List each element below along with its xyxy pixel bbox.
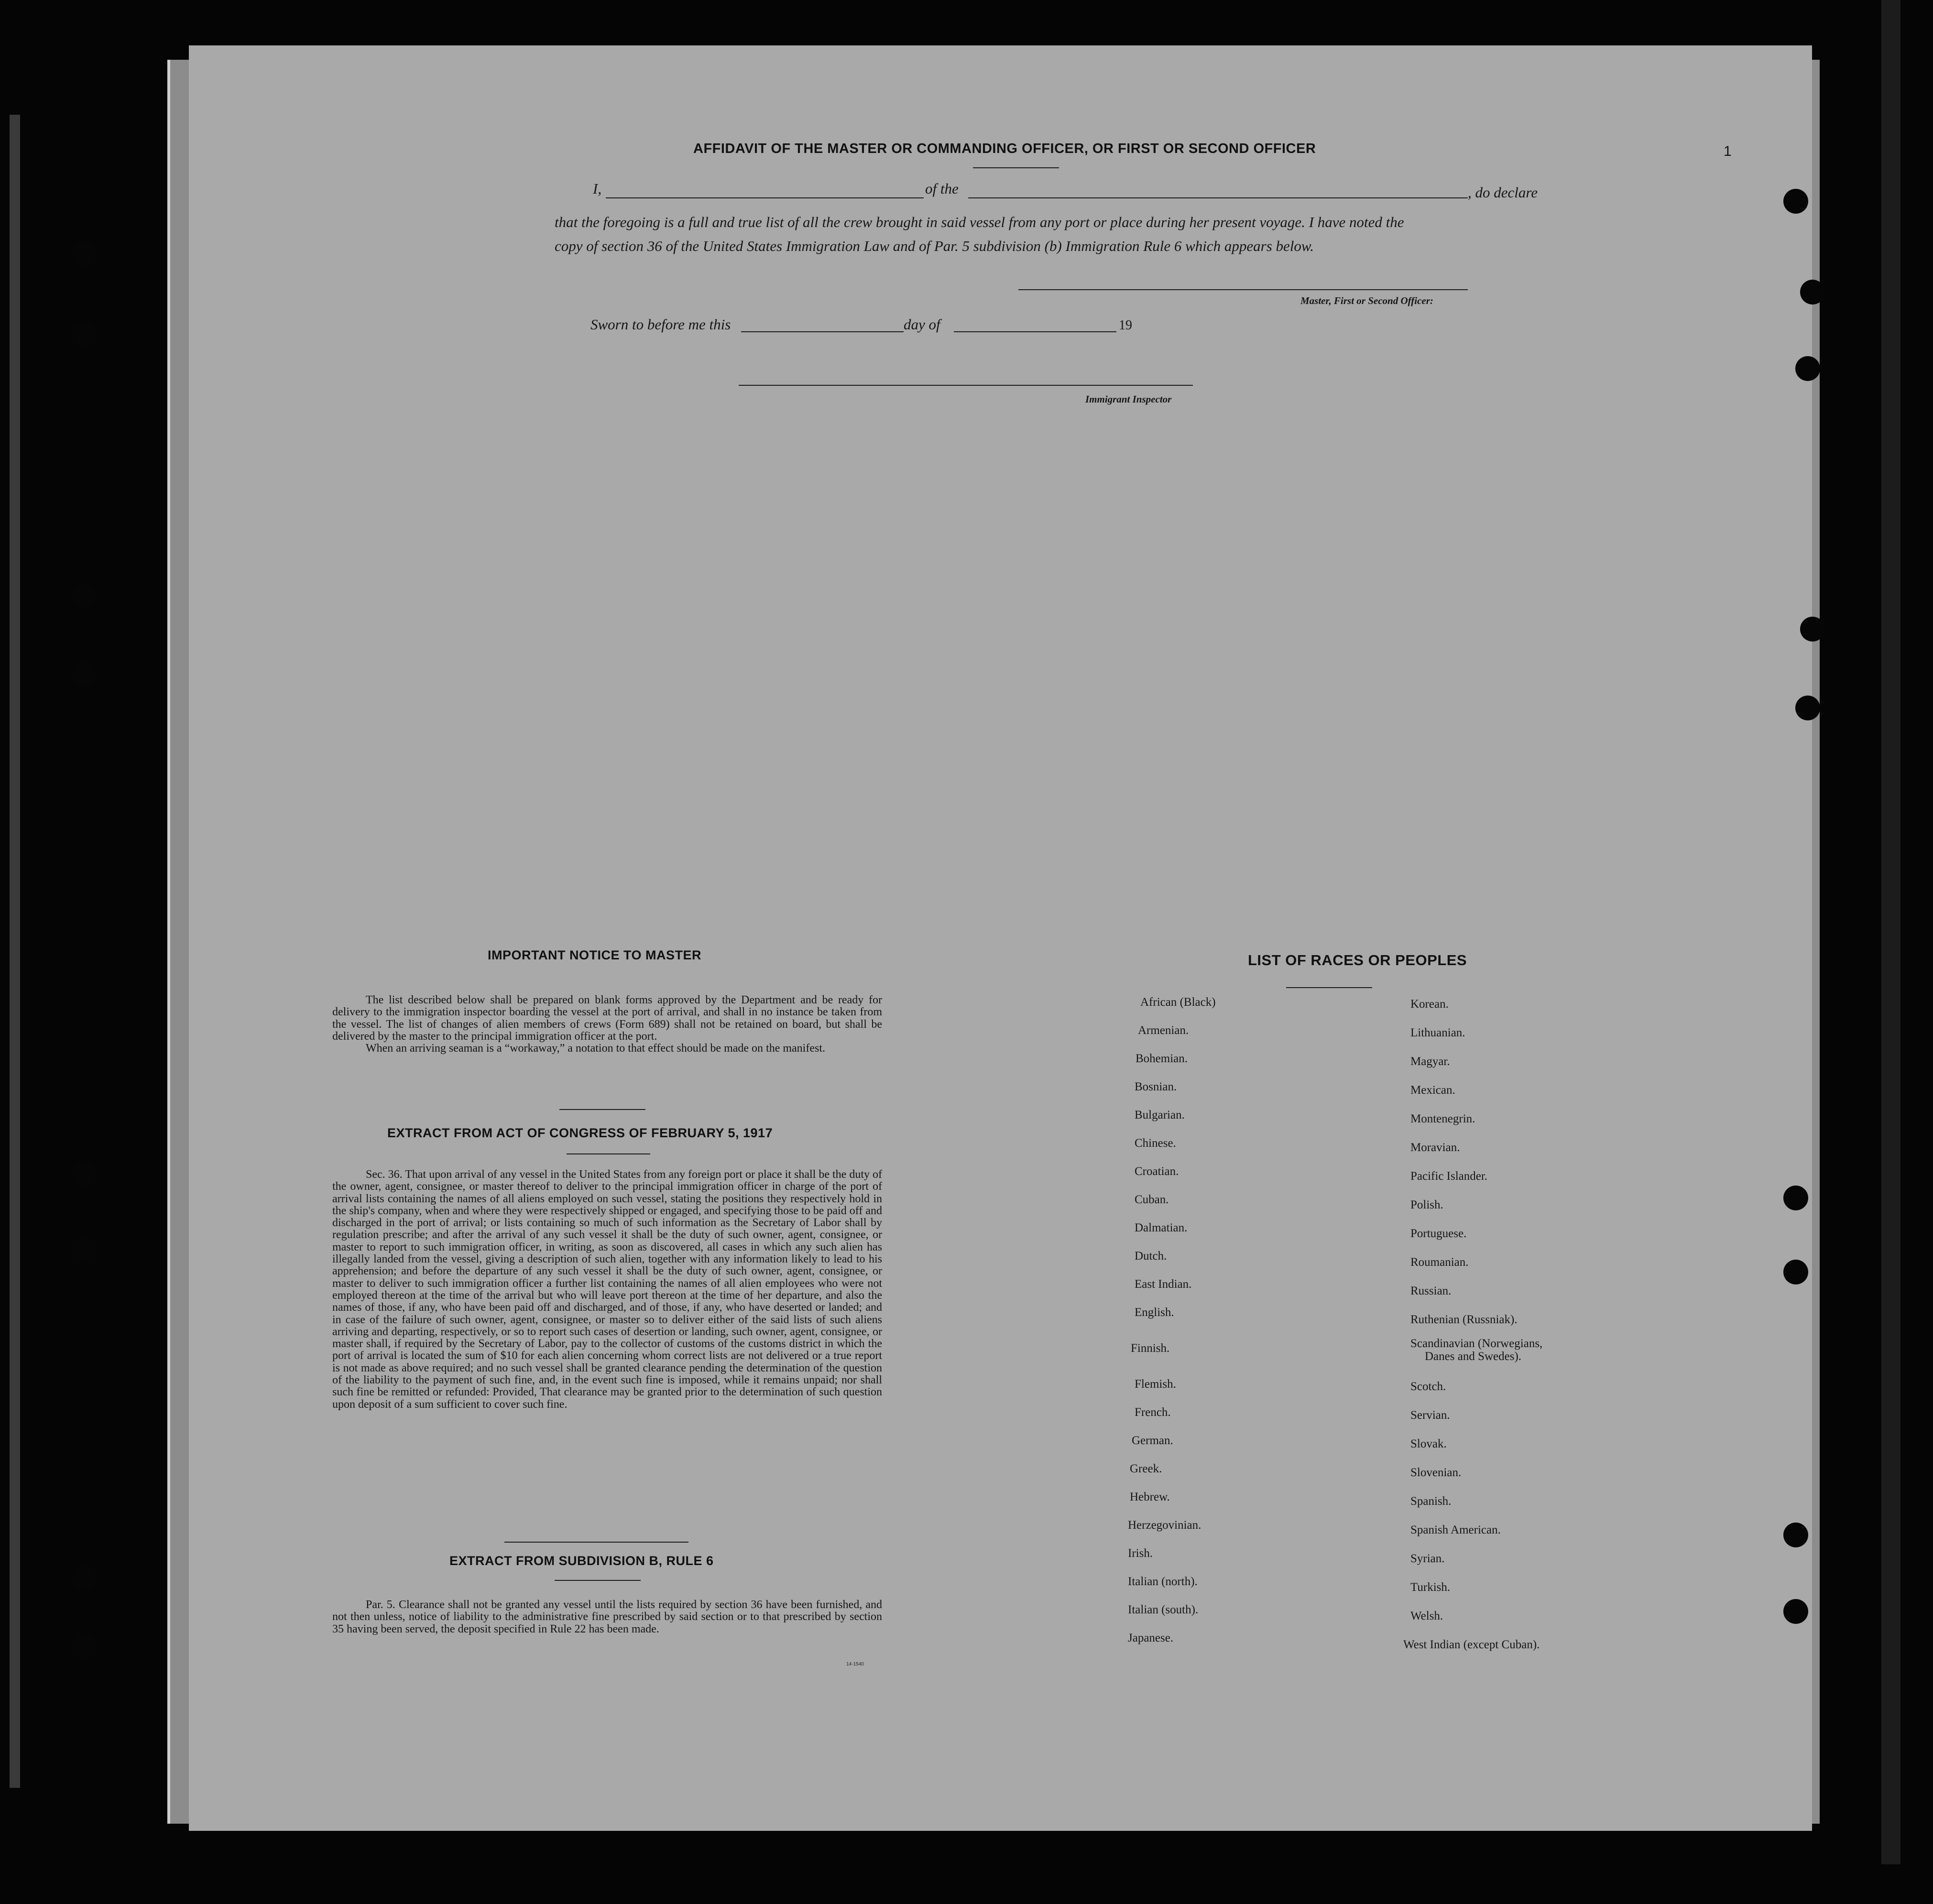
punch-hole bbox=[72, 1162, 97, 1186]
punch-hole bbox=[1783, 1523, 1808, 1547]
race-left: Hebrew. bbox=[1130, 1491, 1170, 1503]
race-left: Greek. bbox=[1130, 1462, 1162, 1475]
race-left: East Indian. bbox=[1135, 1278, 1192, 1291]
page-number: 1 bbox=[1724, 143, 1732, 159]
punch-hole bbox=[1783, 1260, 1808, 1284]
punch-hole bbox=[72, 662, 97, 687]
race-left: Irish. bbox=[1128, 1547, 1153, 1560]
punch-hole bbox=[1795, 356, 1820, 381]
punch-hole bbox=[72, 1635, 97, 1660]
race-right: Servian. bbox=[1410, 1409, 1450, 1422]
races-title: LIST OF RACES OR PEOPLES bbox=[1248, 952, 1467, 968]
race-right: Moravian. bbox=[1410, 1141, 1460, 1154]
notice-paragraph-2: When an arriving seaman is a “workaway,” a notation to that effect should be made on the manifest. bbox=[366, 1042, 825, 1055]
scan-border-left bbox=[10, 115, 20, 1788]
race-left: Herzegovinian. bbox=[1128, 1519, 1201, 1532]
affidavit-i: I, bbox=[593, 180, 602, 197]
race-right: Polish. bbox=[1410, 1198, 1443, 1211]
sworn-label: Sworn to before me this bbox=[590, 316, 731, 333]
day-of-label: day of bbox=[904, 316, 940, 333]
race-left: African (Black) bbox=[1140, 996, 1216, 1009]
par-5-text: Par. 5. Clearance shall not be granted any vessel until the lists required by section 36 have been furnished, and not then unless, notice of liability to the administrative fine prescribed by said section or to that prescribed by section 35 having been served, the deposit specified in Rule 22 has been made. bbox=[332, 1599, 882, 1635]
race-right: Danes and Swedes). bbox=[1425, 1350, 1522, 1363]
officer-signature-line bbox=[1018, 289, 1468, 290]
officer-signature-caption: Master, First or Second Officer: bbox=[1300, 295, 1433, 306]
race-right: Scotch. bbox=[1410, 1380, 1446, 1393]
race-left: German. bbox=[1132, 1434, 1173, 1447]
extract-act-title: EXTRACT FROM ACT OF CONGRESS OF FEBRUARY 5, 1917 bbox=[387, 1126, 773, 1140]
race-left: Croatian. bbox=[1135, 1165, 1179, 1178]
section-36-text: Sec. 36. That upon arrival of any vessel in the United States from any foreign port or place it shall be the duty of the owner, agent, consignee, or master thereof to deliver to the principal immigration officer in charge of the port of arrival lists containing the names of all aliens employed on such vessel, stating the positions they respectively hold in the ship's company, when and where they were respectively shipped or engaged, and specifying those to be paid off and discharged in the port of arrival; or lists containing so much of such information as the Secretary of Labor shall by regulation prescribe; and after the arrival of any such vessel it shall be the duty of such owner, agent, consignee, or master to report to such immigration officer, in writing, as soon as discovered, all cases in which any such alien has illegally landed from the vessel, giving a description of such alien, together with any information likely to lead to his apprehension; and before the departure of any such vessel it shall be the duty of such owner, agent, consignee, or master to deliver to such immigration officer a further list containing the names of all alien employees who were not employed thereon at the time of the arrival but who will leave port thereon at the time of her departure, and also the names of those, if any, who have been paid off and discharged, and of those, if any, who have deserted or landed; and in case of the failure of such owner, agent, consignee, or master so to deliver either of the said lists of such aliens arriving and departing, respectively, or so to report such cases of desertion or landing, such owner, agent, consignee, or master shall, if required by the Secretary of Labor, pay to the collector of customs of the customs district in which the port of arrival is located the sum of $10 for each alien concerning whom correct lists are not delivered or a true report is not made as above required; and no such vessel shall be granted clearance pending the determination of the question of the liability to the payment of such fine, and, in the event such fine is imposed, while it remains unpaid; nor shall such fine be remitted or refunded: Provided, That clearance may be granted prior to the determination of such question upon deposit of a sum sufficient to cover such fine. bbox=[332, 1168, 882, 1411]
affidavit-line-2: that the foregoing is a full and true list of all the crew brought in said vessel from any port or place during her present voyage. I have noted the bbox=[555, 214, 1404, 230]
race-left: Dutch. bbox=[1135, 1250, 1167, 1262]
notice-paragraph-1: The list described below shall be prepared on blank forms approved by the Department and be ready for delivery to the immigration inspector boarding the vessel at the port of arrival, and shall in no instance be taken from the vessel. The list of changes of alien members of crews (Form 689) shall not be retained on board, but shall be delivered by the master to the principal immigration officer at the port. bbox=[332, 994, 882, 1043]
race-left: Dalmatian. bbox=[1135, 1221, 1188, 1234]
section-divider bbox=[559, 1109, 645, 1110]
punch-hole bbox=[1800, 280, 1825, 305]
race-right: Portuguese. bbox=[1410, 1227, 1467, 1240]
extract-rule-title: EXTRACT FROM SUBDIVISION B, RULE 6 bbox=[449, 1554, 714, 1568]
notice-title: IMPORTANT NOTICE TO MASTER bbox=[488, 948, 701, 962]
affidavit-title: AFFIDAVIT OF THE MASTER OR COMMANDING OFFICER, OR FIRST OR SECOND OFFICER bbox=[693, 141, 1316, 156]
race-right: Slovenian. bbox=[1410, 1466, 1462, 1479]
section-divider bbox=[504, 1542, 688, 1543]
punch-hole bbox=[1783, 189, 1808, 214]
race-left: Chinese. bbox=[1135, 1137, 1176, 1150]
race-right: Magyar. bbox=[1410, 1055, 1450, 1068]
race-right: Ruthenian (Russniak). bbox=[1410, 1313, 1518, 1326]
sworn-month-blank bbox=[954, 331, 1116, 332]
form-page bbox=[189, 45, 1812, 1831]
punch-hole bbox=[72, 583, 97, 608]
sworn-day-blank bbox=[741, 331, 904, 332]
race-left: Flemish. bbox=[1135, 1378, 1176, 1391]
affidavit-line-3: copy of section 36 of the United States Immigration Law and of Par. 5 subdivision (b) Immigration Rule 6 which appears below. bbox=[555, 238, 1314, 254]
race-left: Italian (north). bbox=[1128, 1575, 1198, 1588]
race-left: English. bbox=[1135, 1306, 1174, 1319]
races-title-underline bbox=[1286, 987, 1372, 988]
punch-hole bbox=[1783, 1599, 1808, 1624]
title-underline bbox=[973, 167, 1059, 168]
race-right: Mexican. bbox=[1410, 1084, 1455, 1097]
race-right: Lithuanian. bbox=[1410, 1026, 1465, 1039]
inspector-signature-line bbox=[739, 385, 1193, 386]
race-left: Bosnian. bbox=[1135, 1080, 1177, 1093]
punch-hole bbox=[72, 241, 97, 266]
affidavit-of-the: of the bbox=[925, 180, 959, 197]
race-right: Syrian. bbox=[1410, 1552, 1445, 1565]
extract-rule-body bbox=[332, 1599, 882, 1635]
punch-hole bbox=[72, 1566, 97, 1590]
race-right: Roumanian. bbox=[1410, 1256, 1469, 1269]
race-right: Slovak. bbox=[1410, 1437, 1447, 1450]
race-left: Italian (south). bbox=[1128, 1603, 1199, 1616]
punch-hole bbox=[1795, 696, 1820, 720]
section-divider bbox=[555, 1580, 641, 1581]
inspector-caption: Immigrant Inspector bbox=[1085, 393, 1172, 405]
punch-hole bbox=[1783, 1186, 1808, 1210]
extract-act-body bbox=[332, 1169, 882, 1411]
race-right: Spanish. bbox=[1410, 1495, 1452, 1508]
punch-hole bbox=[72, 1236, 97, 1261]
form-number: 14-1540 bbox=[846, 1662, 864, 1667]
master-name-blank bbox=[606, 197, 924, 198]
vessel-name-blank bbox=[968, 197, 1468, 198]
race-left: Finnish. bbox=[1131, 1342, 1170, 1355]
race-left: Bohemian. bbox=[1136, 1052, 1188, 1065]
race-right: Scandinavian (Norwegians, bbox=[1410, 1337, 1543, 1350]
punch-hole bbox=[1800, 617, 1825, 642]
race-right: Spanish American. bbox=[1410, 1523, 1501, 1536]
race-right: Welsh. bbox=[1410, 1610, 1443, 1622]
notice-body bbox=[332, 994, 882, 1055]
year-prefix: 19 bbox=[1119, 318, 1132, 333]
punch-hole bbox=[72, 323, 97, 348]
race-right: West Indian (except Cuban). bbox=[1403, 1638, 1540, 1651]
race-left: Japanese. bbox=[1128, 1632, 1174, 1644]
affidavit-declare: , do declare bbox=[1468, 184, 1538, 201]
race-right: Korean. bbox=[1410, 998, 1449, 1011]
race-left: Armenian. bbox=[1138, 1024, 1189, 1037]
race-right: Russian. bbox=[1410, 1284, 1452, 1297]
scan-border-right bbox=[1881, 0, 1900, 1864]
race-left: French. bbox=[1135, 1406, 1171, 1419]
race-left: Bulgarian. bbox=[1135, 1109, 1185, 1121]
race-right: Pacific Islander. bbox=[1410, 1170, 1488, 1183]
race-right: Montenegrin. bbox=[1410, 1112, 1475, 1125]
section-divider bbox=[567, 1153, 650, 1154]
race-left: Cuban. bbox=[1135, 1193, 1169, 1206]
race-right: Turkish. bbox=[1410, 1581, 1451, 1594]
